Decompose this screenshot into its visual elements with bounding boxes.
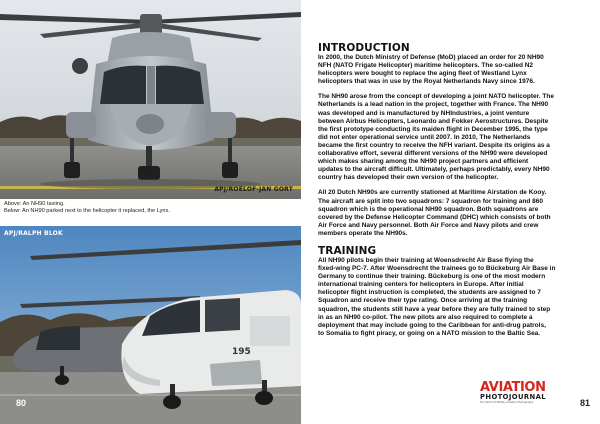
text-line: Air Force and Navy personnel. Both Air Force and Navy pilots and crew xyxy=(318,221,539,229)
text-line: NFH (NATO Frigate Helicopter) maritime helicopters. The so-called N2 xyxy=(318,62,534,70)
page-number-left: 80 xyxy=(16,398,27,408)
text-line: All NH90 pilots begin their training at Woensdrecht Air Base flying the xyxy=(318,256,534,264)
text-line: Germany to continue their training. Bückeburg is one of the most modern xyxy=(318,273,546,281)
text-line: deployment that may include going to the Caribbean for anti-drug patrols, xyxy=(318,321,546,329)
text-line: In 2000, the Dutch Ministry of Defense (MoD) placed an order for 20 NH90 xyxy=(318,54,544,61)
aviation-photojournal-logo xyxy=(480,381,562,404)
logo-line-aviation: AVIATION xyxy=(480,380,546,395)
text-line: All 20 Dutch NH90s are currently stationed at Maritime Airstation de Kooy. xyxy=(318,189,547,197)
text-line: did not enter operational service until 2007. In 2010, The Netherlands xyxy=(318,133,531,141)
page-number-right: 81 xyxy=(579,398,590,408)
text-line: which makes sharing among the NH90 project partners and efficient xyxy=(318,158,529,166)
caption-below: Below: An NH90 parked next to the helicopter it replaced, the Lynx. xyxy=(4,208,170,214)
text-line: squadron, the students still have a year before they are fully trained to step xyxy=(318,305,551,313)
text-line: helicopters that was in use by the Royal Netherlands Navy since 1976. xyxy=(318,78,535,86)
photo-credit-bottom: APJ/RALPH BLOK xyxy=(4,230,63,237)
bottom-photo-nh90-and-lynx xyxy=(0,226,301,424)
nh90-lynx-illustration xyxy=(0,226,301,424)
caption-above: Above: An NH90 taxiing. xyxy=(4,201,65,207)
article-body xyxy=(318,42,592,345)
text-line: Netherlands is a lead nation in the project, together with France. The NH90 xyxy=(318,101,549,109)
photo-credit-top: APJ/ROELOF-JAN GORT xyxy=(214,186,293,193)
text-line: country has developed their own version of the helicopter. xyxy=(318,174,499,182)
intro-paragraph-2 xyxy=(318,93,592,182)
text-line: The NH90 arose from the concept of developing a joint NATO helicopter. The xyxy=(318,93,554,101)
text-line: in as an NH90 co-pilot. The new pilots are also required to complete a xyxy=(318,313,533,321)
text-line: helicopters were bought to replace the aging fleet of Westland Lynx xyxy=(318,70,527,78)
logo-line-photojournal: PHOTOJOURNAL xyxy=(480,393,547,401)
text-line: became the first country to receive the NFH variant. Despite its origins as a xyxy=(318,141,550,149)
text-line: the first prototype conducting its maiden flight in December 1995, the type xyxy=(318,125,548,133)
training-paragraph-1 xyxy=(318,257,592,338)
logo-tagline: The World of Military Aviation Photography xyxy=(480,401,534,404)
text-line: collaborative effort, several different versions of the NH90 were developed xyxy=(318,150,548,158)
heading-training: TRAINING xyxy=(318,244,377,257)
text-line: The aircraft are split into two squadrons: 7 squadron for training and 860 xyxy=(318,197,544,205)
text-line: was developed and is manufactured by NHIndustries, a joint venture xyxy=(318,109,530,117)
text-line: fixed-wing PC-7. After Woensdrecht the trainees go to Bückeburg Air Base in xyxy=(318,265,556,273)
tail-number: 195 xyxy=(232,347,251,357)
photo-captions xyxy=(4,201,294,215)
text-line: members operate the NH90s. xyxy=(318,229,408,237)
nh90-front-illustration xyxy=(0,0,301,199)
text-line: international training centers for helicopters in Europe. After initial xyxy=(318,281,524,289)
text-line: to Somalia to fight piracy, or going on a NATO mission to the Baltic Sea. xyxy=(318,329,541,337)
intro-paragraph-3 xyxy=(318,189,592,238)
text-line: helicopter flight instruction is completed, the students are assigned to 7 xyxy=(318,289,541,297)
top-photo-nh90-taxiing xyxy=(0,0,301,199)
text-line: squadron which is the operational NH90 squadron. Both squadrons are xyxy=(318,205,539,213)
heading-introduction: INTRODUCTION xyxy=(318,42,410,54)
text-line: updates to the aircraft difficult. Ultimately, perhaps predictably, every NH90 xyxy=(318,166,550,174)
text-line: Squadron and receive their type rating. Once arriving at the training xyxy=(318,297,528,305)
intro-paragraph-1 xyxy=(318,54,592,86)
text-line: between Airbus Helicopters, Leonardo and Fokker Aerostructures. Despite xyxy=(318,117,549,125)
text-line: covered by the Defense Helicopter Command (DHC) which consists of both xyxy=(318,213,551,221)
